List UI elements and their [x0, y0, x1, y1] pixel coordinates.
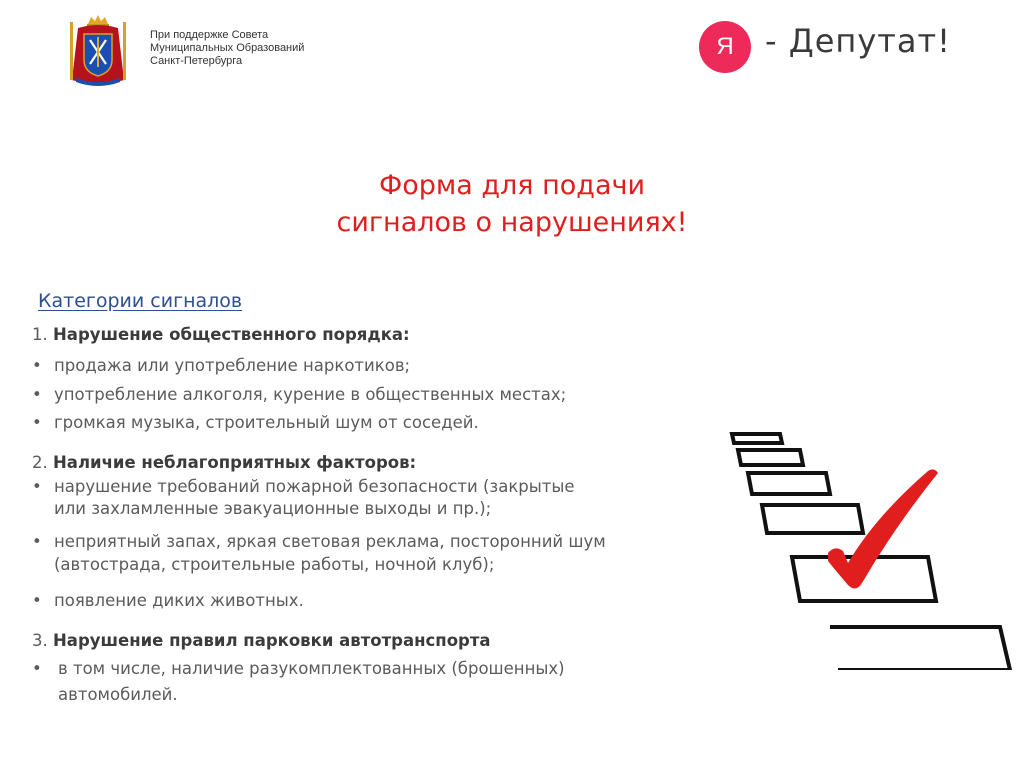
coat-of-arms-icon	[64, 14, 132, 88]
list-item-text: продажа или употребление наркотиков;	[54, 356, 411, 375]
list-item	[32, 385, 566, 404]
list-item-text: употребление алкоголя, курение в общественных местах;	[54, 385, 567, 404]
section-2-heading	[32, 453, 416, 472]
list-item-text: нарушение требований пожарной безопасности (закрытые	[54, 477, 575, 496]
bullet-icon: •	[32, 413, 42, 432]
support-text-line-2: Муниципальных Образований	[150, 42, 305, 54]
page-title-line-2: сигналов о нарушениях!	[336, 207, 688, 238]
list-item-text: в том числе, наличие разукомплектованных (брошенных)	[58, 659, 565, 678]
list-item	[32, 356, 410, 375]
list-item-text: неприятный запах, яркая световая реклама, посторонний шум	[54, 532, 606, 551]
checklist-with-checkmark-icon	[700, 425, 1024, 670]
list-item	[32, 477, 575, 496]
bullet-icon: •	[32, 591, 42, 610]
list-item	[32, 591, 304, 610]
bullet-icon: •	[32, 356, 42, 375]
bullet-icon: •	[32, 532, 42, 551]
support-text-line-1: При поддержке Совета	[150, 29, 269, 41]
section-3-heading	[32, 631, 491, 650]
bullet-icon: •	[32, 385, 42, 404]
section-1-heading	[32, 325, 410, 344]
list-item-continuation: или захламленные эвакуационные выходы и пр.);	[54, 499, 492, 518]
list-item-continuation: автомобилей.	[58, 685, 178, 704]
ya-logo-icon: Я	[699, 21, 751, 73]
list-item	[32, 413, 479, 432]
list-item-text: громкая музыка, строительный шум от соседей.	[54, 413, 479, 432]
list-item	[32, 532, 606, 551]
categories-heading: Категории сигналов	[38, 290, 243, 312]
section-2-title: Наличие неблагоприятных факторов:	[53, 453, 417, 472]
brand-title: - Депутат!	[765, 22, 951, 60]
section-3-number: 3.	[32, 631, 48, 650]
section-2-number: 2.	[32, 453, 48, 472]
section-1-title: Нарушение общественного порядка:	[53, 325, 410, 344]
section-3-title: Нарушение правил парковки автотранспорта	[53, 631, 491, 650]
list-item	[32, 659, 565, 678]
section-1-number: 1.	[32, 325, 48, 344]
list-item-text: появление диких животных.	[54, 591, 304, 610]
list-item-continuation: (автострада, строительные работы, ночной клуб);	[54, 555, 495, 574]
support-text-line-3: Санкт-Петербурга	[150, 55, 243, 67]
page-title-line-1: Форма для подачи	[378, 170, 646, 201]
bullet-icon: •	[32, 659, 42, 678]
bullet-icon: •	[32, 477, 42, 496]
